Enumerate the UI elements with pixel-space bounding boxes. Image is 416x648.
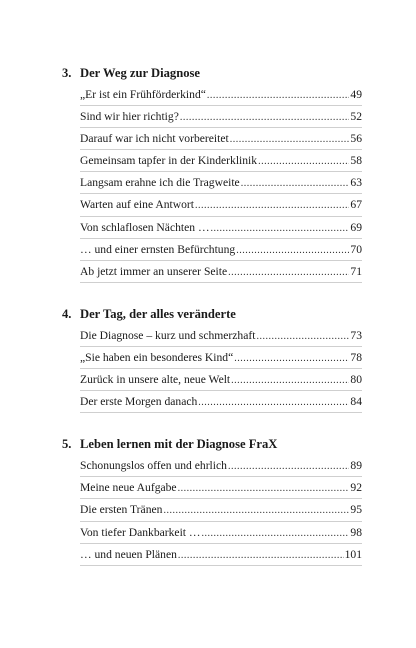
- entry-page-number: 69: [350, 220, 362, 234]
- entry-page-number: 78: [350, 350, 362, 364]
- toc-entry[interactable]: [80, 544, 362, 566]
- toc-entry[interactable]: [80, 325, 362, 347]
- chapter-number: 5.: [62, 437, 72, 452]
- toc-entry[interactable]: [80, 128, 362, 150]
- toc-entry[interactable]: [80, 194, 362, 216]
- toc-entry[interactable]: [80, 84, 362, 106]
- chapter-number: 4.: [62, 306, 72, 321]
- entry-page-number: 95: [350, 503, 362, 517]
- dot-leader: [180, 107, 350, 129]
- entry-title: Zurück in unsere alte, neue Welt: [80, 373, 231, 387]
- chapter-4: [62, 305, 362, 413]
- table-of-contents: [62, 64, 362, 588]
- dot-leader: [241, 173, 350, 195]
- toc-entry[interactable]: [80, 499, 362, 521]
- entry-title: Warten auf eine Antwort: [80, 198, 194, 212]
- toc-entry[interactable]: [80, 455, 362, 477]
- entry-title: Von schlaflosen Nächten …: [80, 220, 210, 234]
- entry-page-number: 58: [350, 154, 362, 168]
- dot-leader: [178, 478, 350, 500]
- entry-page-number: 67: [350, 198, 362, 212]
- chapter-heading: [62, 64, 362, 82]
- dot-leader: [207, 85, 350, 107]
- toc-entry[interactable]: [80, 261, 362, 283]
- toc-entry[interactable]: [80, 150, 362, 172]
- entry-page-number: 92: [350, 481, 362, 495]
- entry-page-number: 52: [350, 110, 362, 124]
- entry-page-number: 56: [350, 132, 362, 146]
- toc-entry[interactable]: [80, 522, 362, 544]
- toc-entry[interactable]: [80, 172, 362, 194]
- entry-title: „Sie haben ein besonderes Kind“: [80, 350, 234, 364]
- chapter-title: Leben lernen mit der Diagnose FraX: [80, 437, 278, 452]
- dot-leader: [228, 262, 349, 284]
- dot-leader: [198, 392, 349, 414]
- chapter-entries: [80, 84, 362, 283]
- entry-page-number: 63: [350, 176, 362, 190]
- entry-page-number: 49: [350, 88, 362, 101]
- entry-title: Gemeinsam tapfer in der Kinderklinik: [80, 154, 258, 168]
- dot-leader: [231, 370, 349, 392]
- toc-entry[interactable]: [80, 347, 362, 369]
- dot-leader: [234, 348, 349, 370]
- entry-page-number: 80: [350, 373, 362, 387]
- chapter-heading: [62, 305, 362, 323]
- entry-title: Darauf war ich nicht vorbereitet: [80, 132, 229, 146]
- entry-title: Ab jetzt immer an unserer Seite: [80, 264, 228, 278]
- toc-entry[interactable]: [80, 239, 362, 261]
- entry-title: Sind wir hier richtig?: [80, 110, 179, 124]
- entry-page-number: 73: [350, 328, 362, 342]
- toc-entry[interactable]: [80, 217, 362, 239]
- dot-leader: [228, 456, 349, 478]
- entry-page-number: 71: [350, 264, 362, 278]
- entry-title: Langsam erahne ich die Tragweite: [80, 176, 240, 190]
- toc-entry[interactable]: [80, 391, 362, 413]
- chapter-3: [62, 64, 362, 283]
- chapter-entries: [80, 325, 362, 413]
- entry-title: Die Diagnose – kurz und schmerzhaft: [80, 328, 256, 342]
- entry-title: … und neuen Plänen: [80, 547, 177, 561]
- entry-title: Die ersten Tränen: [80, 503, 163, 517]
- dot-leader: [230, 129, 350, 151]
- dot-leader: [236, 240, 349, 262]
- dot-leader: [178, 545, 344, 567]
- entry-title: Schonungslos offen und ehrlich: [80, 459, 227, 473]
- entry-page-number: 98: [350, 525, 362, 539]
- entry-title: Der erste Morgen danach: [80, 395, 198, 409]
- entry-title: Von tiefer Dankbarkeit …: [80, 525, 201, 539]
- toc-entry[interactable]: [80, 477, 362, 499]
- entry-title: … und einer ernsten Befürchtung: [80, 242, 236, 256]
- dot-leader: [163, 500, 349, 522]
- chapter-5: [62, 435, 362, 565]
- entry-title: Meine neue Aufgabe: [80, 481, 177, 495]
- entry-page-number: 70: [350, 242, 362, 256]
- entry-title: „Er ist ein Frühförderkind“: [80, 88, 206, 101]
- dot-leader: [256, 326, 349, 348]
- chapter-title: Der Tag, der alles veränderte: [80, 306, 236, 321]
- chapter-entries: [80, 455, 362, 565]
- entry-page-number: 101: [344, 547, 362, 561]
- toc-entry[interactable]: [80, 106, 362, 128]
- chapter-title: Der Weg zur Diagnose: [80, 66, 200, 80]
- chapter-number: 3.: [62, 66, 72, 80]
- dot-leader: [195, 195, 349, 217]
- toc-entry[interactable]: [80, 369, 362, 391]
- dot-leader: [258, 151, 349, 173]
- entry-page-number: 84: [350, 395, 362, 409]
- chapter-heading: [62, 435, 362, 453]
- dot-leader: [202, 523, 350, 545]
- dot-leader: [211, 218, 350, 240]
- entry-page-number: 89: [350, 459, 362, 473]
